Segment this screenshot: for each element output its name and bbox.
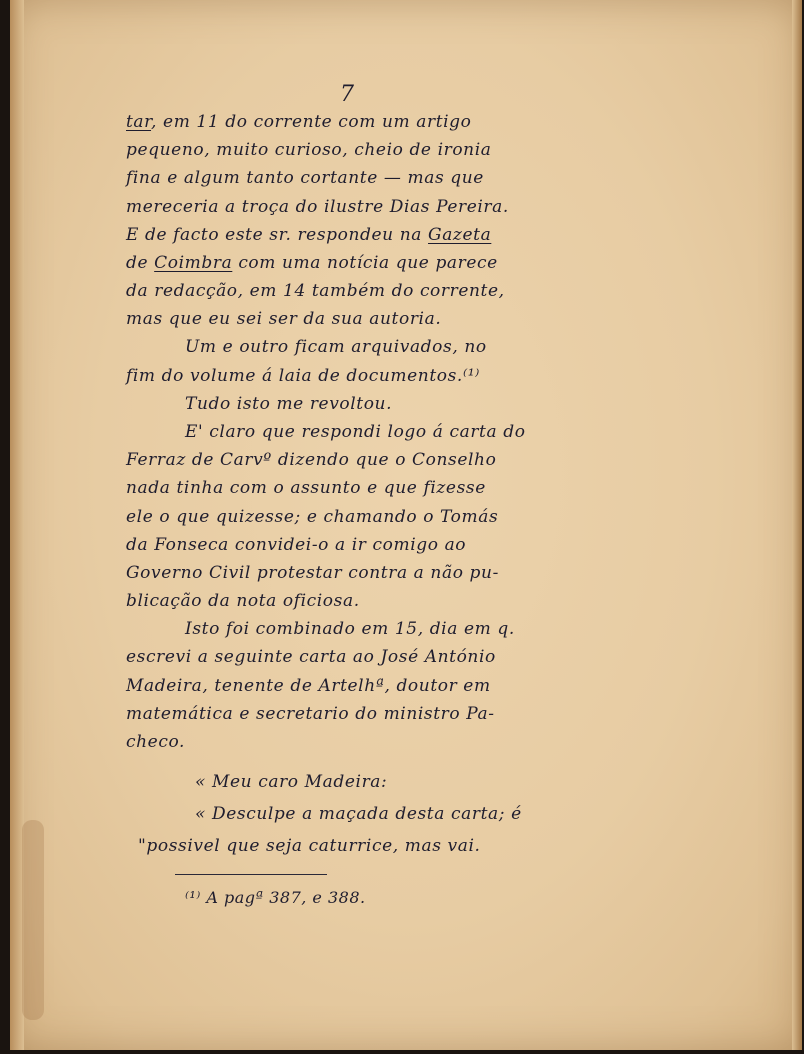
text-segment: « Desculpe a maçada desta carta; é [195,804,522,824]
text-line [126,535,466,555]
paper-stain [22,820,44,1020]
text-segment: Governo Civil protestar contra a não pu- [126,563,499,583]
footnote-text: ⁽¹⁾ A pagª 387, e 388. [185,888,366,907]
text-line [126,281,505,301]
text-segment: de [126,253,155,273]
footnote-rule [175,874,327,875]
letter-line [195,804,522,824]
text-line [185,619,515,639]
text-segment: da redacção, em 14 também do corrente, [126,281,505,301]
text-segment: da Fonseca convidei-o a ir comigo ao [126,535,467,555]
text-line [126,309,441,329]
text-segment: matemática e secretario do ministro Pa- [126,704,495,724]
text-segment: com uma notícia que parece [232,253,498,273]
text-segment: « Meu caro Madeira: [195,772,388,792]
text-line [126,450,496,470]
manuscript-page [10,0,802,1050]
text-line [185,394,392,414]
text-segment: blicação da nota oficiosa. [126,591,360,611]
text-segment: mereceria a troça do ilustre Dias Pereira. [126,197,509,217]
text-line [126,140,492,160]
page-right-edge [792,0,802,1050]
text-line [126,507,498,527]
text-line [126,732,185,752]
text-segment: Ferraz de Carvº dizendo que o Conselho [126,450,497,470]
text-line [185,422,526,442]
text-segment: checo. [126,732,185,752]
text-segment: mas que eu sei ser da sua autoria. [126,309,442,329]
text-line [126,647,496,667]
text-segment: E de facto este sr. respondeu na [126,225,429,245]
text-line [126,253,498,273]
text-line [126,563,499,583]
text-segment: fim do volume á laia de documentos. [126,366,463,386]
text-line [126,366,480,386]
text-segment: Tudo isto me revoltou. [185,394,393,414]
text-segment: pequeno, muito curioso, cheio de ironia [126,140,492,160]
text-segment: "possivel que seja caturrice, mas vai. [138,836,481,856]
underlined-text: Coimbra [154,253,233,273]
text-segment: nada tinha com o assunto e que fizesse [126,478,486,498]
text-line [126,197,509,217]
footnote [185,888,366,907]
text-segment: ⁽¹⁾ [462,366,480,386]
text-segment: fina e algum tanto cortante — mas que [126,168,484,188]
text-line [126,478,486,498]
text-segment: Um e outro ficam arquivados, no [185,337,487,357]
text-segment: escrevi a seguinte carta ao José António [126,647,496,667]
text-line [126,591,360,611]
text-segment: Isto foi combinado em 15, dia em q. [185,619,515,639]
underlined-text: tar [126,112,152,132]
text-segment: E' claro que respondi logo á carta do [185,422,526,442]
letter-line [195,772,387,792]
page-number: 7 [340,82,354,107]
letter-line [138,836,481,856]
text-line [126,676,491,696]
underlined-text: Gazeta [428,225,492,245]
text-line [185,337,487,357]
text-segment: Madeira, tenente de Artelhª, doutor em [126,676,491,696]
text-line [126,112,472,132]
text-line [126,704,495,724]
text-line [126,225,491,245]
text-segment: , em 11 do corrente com um artigo [151,112,472,132]
text-line [126,168,484,188]
text-segment: ele o que quizesse; e chamando o Tomás [126,507,499,527]
